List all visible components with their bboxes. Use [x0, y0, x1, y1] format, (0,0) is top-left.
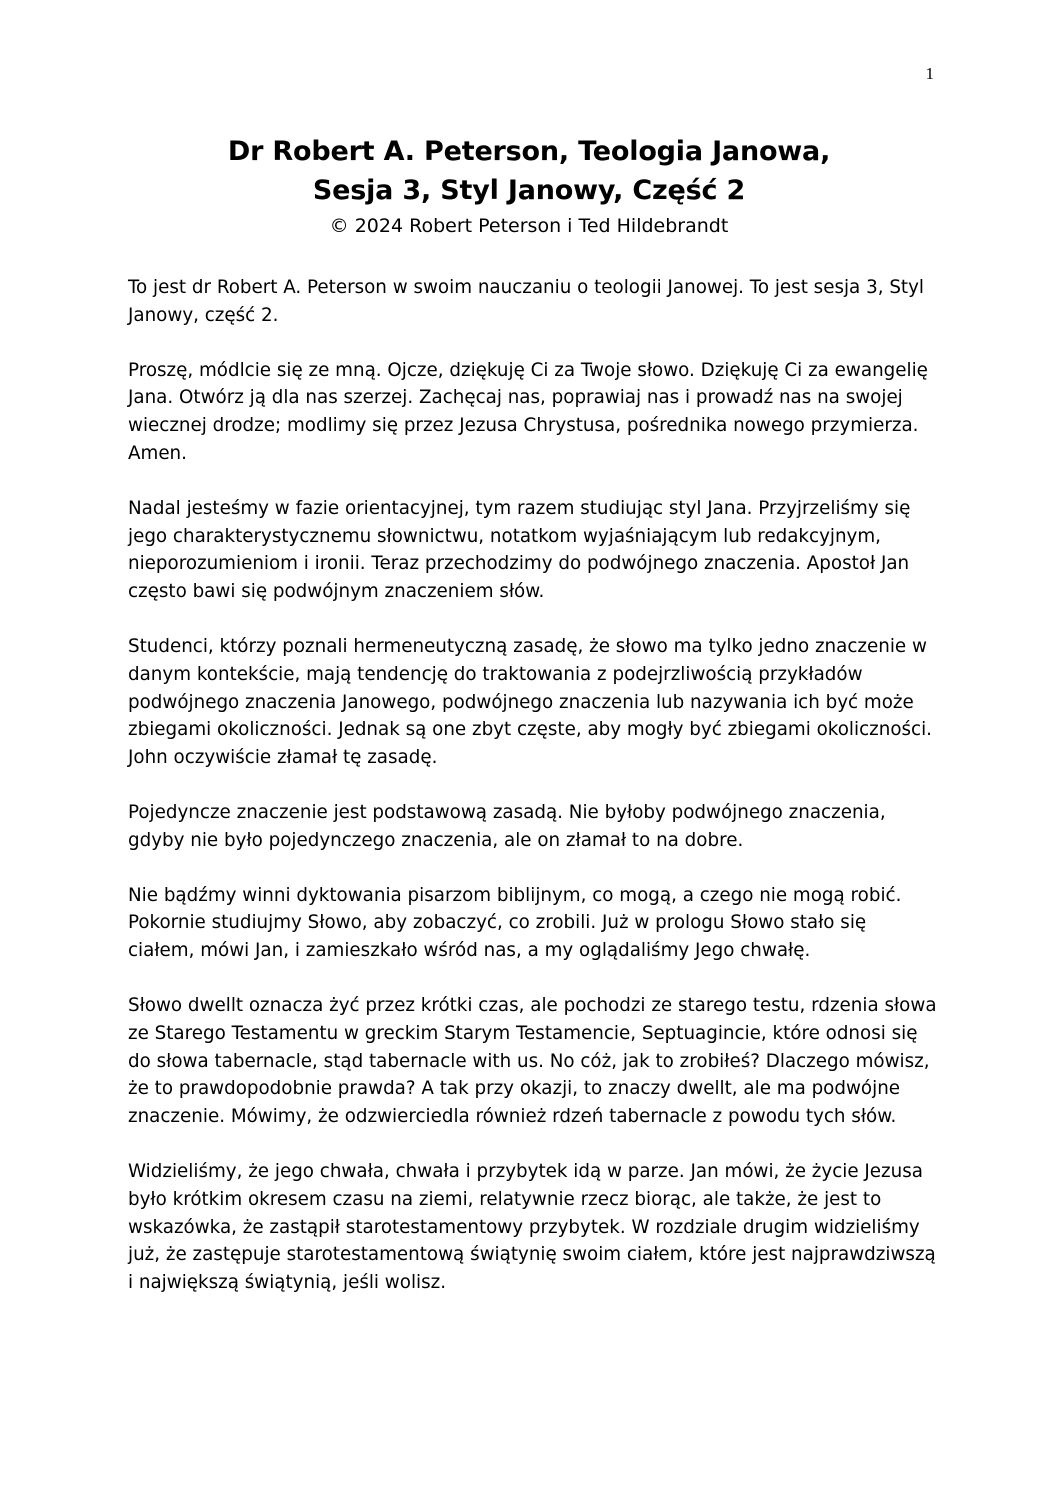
- paragraph: Studenci, którzy poznali hermeneutyczną zasadę, że słowo ma tylko jedno znaczenie w danym kontekście, mają tendencję do traktowania z podejrzliwością przykładów podwójnego znaczenia Janowego, podwójnego znaczenia lub nazywania ich być może zbiegami okoliczności. Jednak są one zbyt częste, aby mogły być zbiegami okoliczności. John oczywiście złamał tę zasadę.: [128, 635, 932, 769]
- paragraph: Nadal jesteśmy w fazie orientacyjnej, tym razem studiując styl Jana. Przyjrzeliśmy się jego charakterystycznemu słownictwu, notatkom wyjaśniającym lub redakcyjnym, nieporozumieniom i ironii. Teraz przechodzimy do podwójnego znaczenia. Apostoł Jan często bawi się podwójnym znaczeniem słów.: [128, 497, 911, 603]
- paragraph: Pojedyncze znaczenie jest podstawową zasadą. Nie byłoby podwójnego znaczenia, gdyby nie było pojedynczego znaczenia, ale on złamał to na dobre.: [128, 801, 886, 851]
- paragraph: Proszę, módlcie się ze mną. Ojcze, dziękuję Ci za Twoje słowo. Dziękuję Ci za ewangelię Jana. Otwórz ją dla nas szerzej. Zachęcaj nas, poprawiaj nas i prowadź nas na swojej wiecznej drodze; modlimy się przez Jezusa Chrystusa, pośrednika nowego przymierza. Amen.: [128, 359, 928, 464]
- paragraph: Nie bądźmy winni dyktowania pisarzom biblijnym, co mogą, a czego nie mogą robić. Pokornie studiujmy Słowo, aby zobaczyć, co zrobili. Już w prologu Słowo stało się ciałem, mówi Jan, i zamieszkało wśród nas, a my oglądaliśmy Jego chwałę.: [128, 884, 902, 962]
- paragraph: To jest dr Robert A. Peterson w swoim nauczaniu o teologii Janowej. To jest sesja 3, Styl Janowy, część 2.: [128, 277, 924, 326]
- paragraph: Słowo dwellt oznacza żyć przez krótki czas, ale pochodzi ze starego testu, rdzenia słowa ze Starego Testamentu w greckim Starym Testamencie, Septuagincie, które odnosi się do słowa tabernacle, stąd tabernacle with us. No cóż, jak to zrobiłeś? Dlaczego mówisz, że to prawdopodobnie prawda? A tak przy okazji, to znaczy dwellt, ale ma podwójne znaczenie. Mówimy, że odzwierciedla również rdzeń tabernacle z powodu tych słów.: [128, 994, 937, 1128]
- document-title-line-2: Sesja 3, Styl Janowy, Część 2: [312, 175, 746, 206]
- copyright-notice: © 2024 Robert Peterson i Ted Hildebrandt: [329, 215, 729, 237]
- document-header: [0, 132, 1058, 239]
- document-body: [128, 274, 938, 1324]
- document-title-line-1: Dr Robert A. Peterson, Teologia Janowa,: [227, 136, 831, 167]
- page-number: 1: [925, 64, 934, 83]
- paragraph: Widzieliśmy, że jego chwała, chwała i przybytek idą w parze. Jan mówi, że życie Jezusa było krótkim okresem czasu na ziemi, relatywnie rzecz biorąc, ale także, że jest to wskazówka, że zastąpił starotestamentowy przybytek. W rozdziale drugim widzieliśmy już, że zastępuje starotestamentową świątynię swoim ciałem, które jest najprawdziwszą i największą świątynią, jeśli wolisz.: [128, 1160, 936, 1294]
